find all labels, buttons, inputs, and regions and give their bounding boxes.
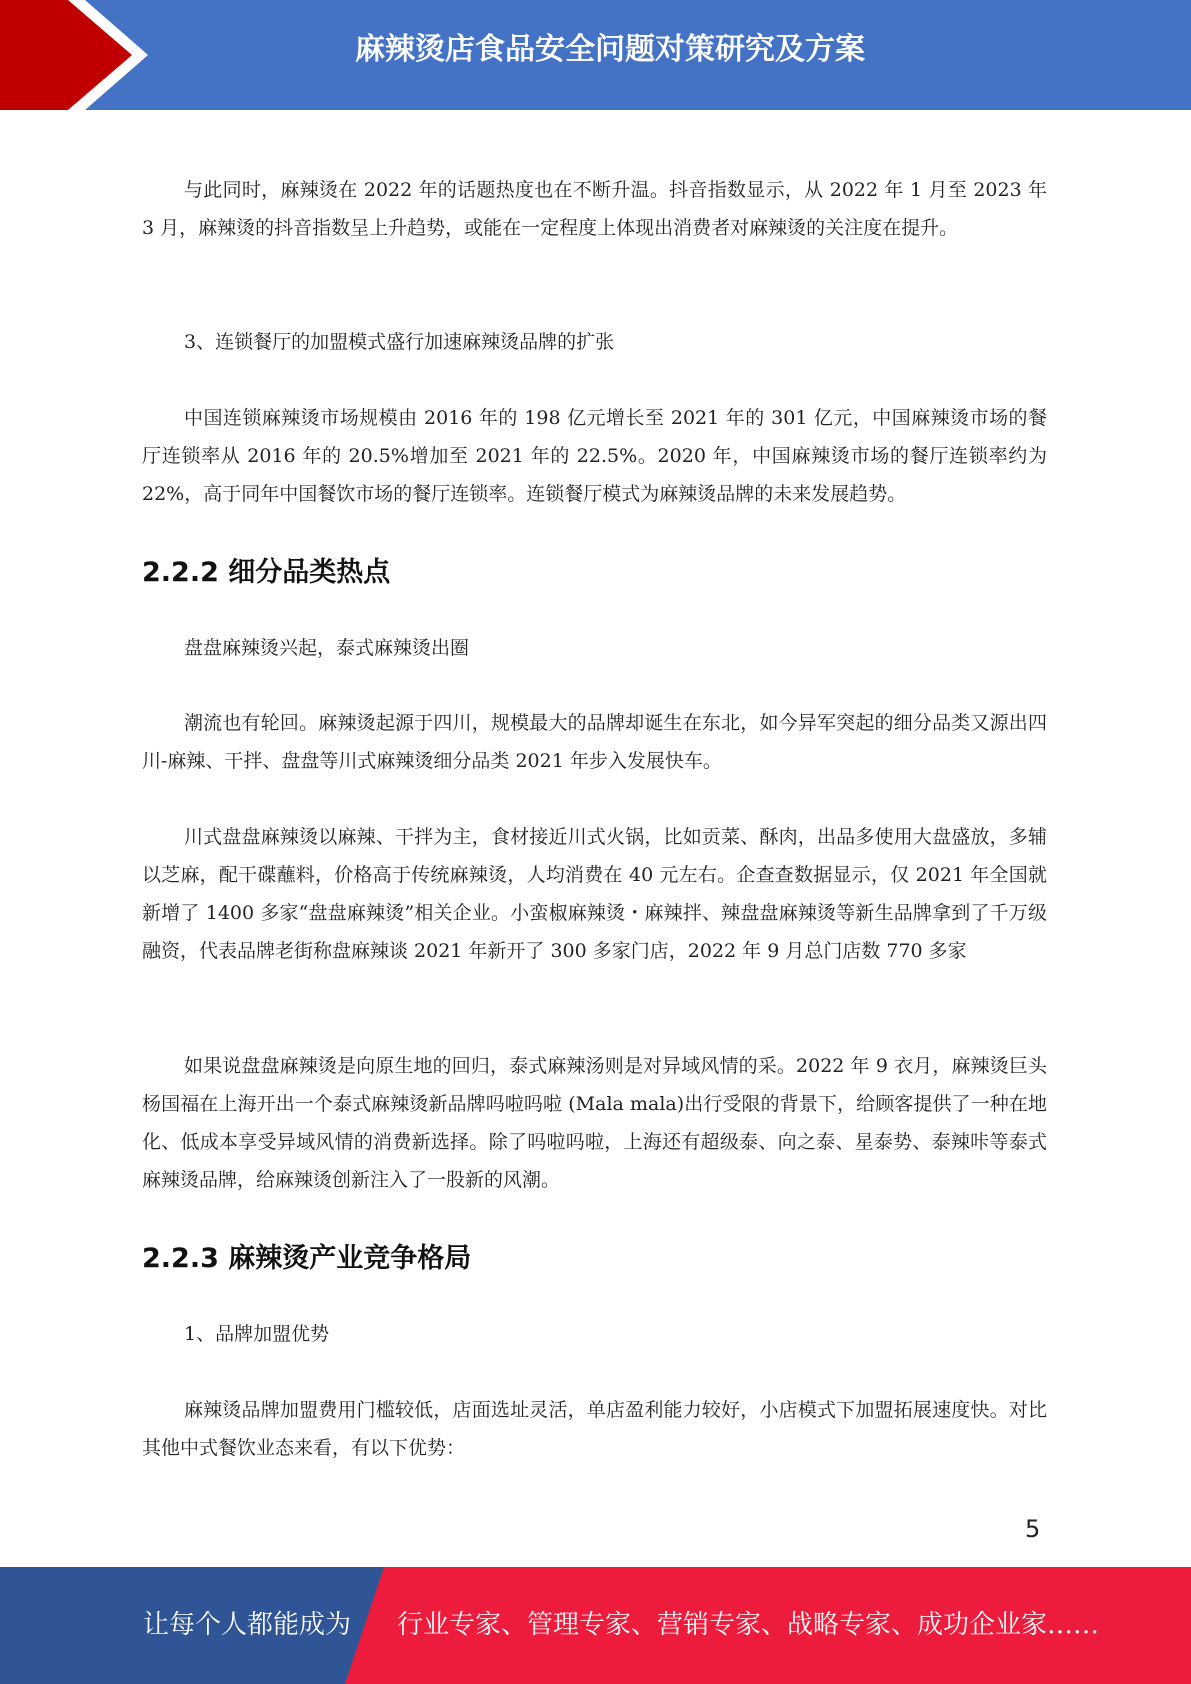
page-number: 5 <box>1025 1515 1041 1543</box>
paragraph-franchise-advantage: 麻辣烫品牌加盟费用门槛较低，店面选址灵活，单店盈利能力较好，小店模式下加盟拓展速度快。对比其他中式餐饮业态来看，有以下优势： <box>142 1399 1047 1459</box>
paragraph-sichuan-panpan: 川式盘盘麻辣烫以麻辣、干拌为主，食材接近川式火锅，比如贡菜、酥肉，出品多使用大盘盛放，多辅以芝麻，配干碟蘸料，价格高于传统麻辣烫，人均消费在 40 元左右。企查查数据显示，仅 2021 年全国就新增了 1400 多家“盘盘麻辣烫”相关企业。小蛮椒麻辣烫・麻辣拌、辣盘盘麻辣烫等新生品牌拿到了千万级融资，代表品牌老街称盘麻辣谈 2021 年新开了 300 多家门店，2022 年 9 月总门店数 770 多家 <box>142 826 1047 962</box>
paragraph-thai-mala: 如果说盘盘麻辣烫是向原生地的回归，泰式麻辣汤则是对异域风情的采。2022 年 9 衣月，麻辣烫巨头杨国福在上海开出一个泰式麻辣烫新品牌吗啦吗啦 (Mala mala)出行受限的背景下，给顾客提供了一种在地化、低成本享受异域风情的消费新选择。除了吗啦吗啦，上海还有超级泰、向之泰、星泰势、泰辣咔等泰式麻辣烫品牌，给麻辣烫创新注入了一股新的风潮。 <box>142 1055 1047 1191</box>
footer-slogan-right: 行业专家、管理专家、营销专家、战略专家、成功企业家…… <box>397 1610 1100 1640</box>
paragraph-douyin-trend: 与此同时，麻辣烫在 2022 年的话题热度也在不断升温。抖音指数显示，从 2022 年 1 月至 2023 年 3 月，麻辣烫的抖音指数呈上升趋势，或能在一定程度上体现出消费者对麻辣烫的关注度在提升。 <box>142 179 1047 239</box>
header-red-chevron <box>0 0 160 110</box>
paragraph-subcategory-intro: 盘盘麻辣烫兴起，泰式麻辣烫出圈 <box>184 637 470 659</box>
section-heading-2-2-3: 2.2.3 麻辣烫产业竞争格局 <box>142 1243 472 1274</box>
paragraph-chain-franchise-heading: 3、连锁餐厅的加盟模式盛行加速麻辣烫品牌的扩张 <box>184 331 615 353</box>
paragraph-chain-market-size: 中国连锁麻辣烫市场规模由 2016 年的 198 亿元增长至 2021 年的 301 亿元，中国麻辣烫市场的餐厅连锁率从 2016 年的 20.5%增加至 2021 年的 22.5%。2020 年，中国麻辣烫市场的餐厅连锁率约为 22%，高于同年中国餐饮市场的餐厅连锁率。连锁餐厅模式为麻辣烫品牌的未来发展趋势。 <box>142 407 1047 505</box>
footer-slogan-left: 让每个人都能成为 <box>143 1610 352 1640</box>
page-footer <box>0 1567 1191 1684</box>
paragraph-franchise-advantage-heading: 1、品牌加盟优势 <box>184 1323 330 1345</box>
section-heading-2-2-2: 2.2.2 细分品类热点 <box>142 557 391 588</box>
document-title: 麻辣烫店食品安全问题对策研究及方案 <box>355 32 865 67</box>
paragraph-trend-cycle: 潮流也有轮回。麻辣烫起源于四川，规模最大的品牌却诞生在东北，如今异军突起的细分品类又源出四川-麻辣、干拌、盘盘等川式麻辣烫细分品类 2021 年步入发展快车。 <box>142 712 1047 772</box>
page-header <box>0 0 1191 110</box>
